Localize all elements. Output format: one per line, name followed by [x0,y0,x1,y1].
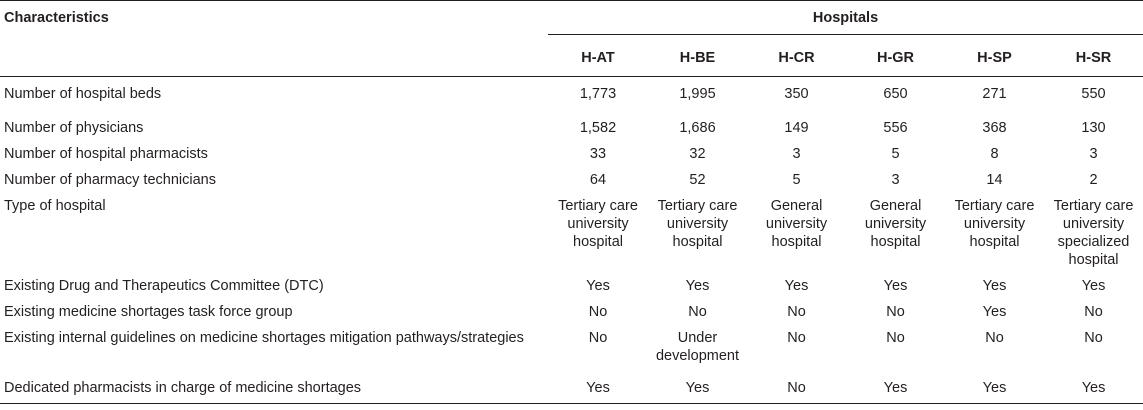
table-cell: 3 [1089,146,1098,162]
table-cell: 33 [589,146,607,162]
table-cell: 271 [982,86,1007,102]
hospital-code-h-at: H-AT [548,35,648,77]
row-label: Existing internal guidelines on medicine shortages mitigation pathways/strategies [4,330,524,346]
table-cell: 130 [1081,120,1106,136]
table-cell: 368 [982,120,1007,136]
table-row-type-of-hospital [0,193,1143,273]
row-label: Dedicated pharmacists in charge of medicine shortages [0,377,548,403]
header-row-top [0,1,1143,35]
table-row-pharmacists [0,141,1143,167]
row-label: Existing medicine shortages task force group [4,304,293,320]
table-cell: Tertiary care university hospital [558,198,638,250]
table-cell: 5 [792,172,801,188]
table-cell: No [886,330,905,346]
table-cell: Yes [586,278,610,294]
table-cell: Yes [982,304,1007,320]
table-cell: 3 [891,172,900,188]
table-cell: 14 [986,172,1003,188]
table-row-pharmacy-technicians [0,167,1143,193]
header-row-codes [0,35,1143,77]
table-cell: Yes [1044,377,1143,403]
table-cell: Yes [982,278,1007,294]
table-cell: 5 [891,146,900,162]
table-cell: 1,582 [579,120,617,136]
table-cell: Tertiary care university hospital [657,198,738,250]
row-label: Type of hospital [4,198,106,214]
table-cell: Yes [784,278,809,294]
hospital-code-h-be: H-BE [648,35,747,77]
table-cell: No [787,304,806,320]
row-label: Number of hospital pharmacists [4,146,208,162]
table-row-hospital-beds [0,77,1143,116]
table-cell: 64 [589,172,607,188]
hospital-code-h-cr: H-CR [747,35,846,77]
table-row-dedicated-pharmacists [0,377,1143,403]
table-cell: 52 [689,172,706,188]
table-cell: No [688,304,707,320]
hospital-code-h-sp: H-SP [945,35,1044,77]
table-cell: 8 [990,146,999,162]
table-cell: Yes [548,377,648,403]
table-row-internal-guidelines [0,325,1143,377]
table-cell: Under development [655,330,740,364]
characteristics-header: Characteristics [0,1,548,35]
table-cell: General university hospital [765,198,828,250]
hospital-code-h-sr: H-SR [1044,35,1143,77]
table-cell: No [787,330,806,346]
table-cell: No [1084,330,1103,346]
row-label: Number of physicians [4,120,144,136]
table-cell: 556 [883,120,908,136]
hospitals-header: Hospitals [548,1,1143,35]
table-cell: General university hospital [864,198,927,250]
table-cell: No [1084,304,1103,320]
table-cell: 1,686 [679,120,716,136]
table-cell: 149 [784,120,809,136]
row-label: Number of hospital beds [4,86,162,102]
table-cell: 550 [1081,86,1106,102]
table-cell: 32 [689,146,706,162]
table-cell: Tertiary care university specialized hospital [1053,198,1134,268]
table-cell: Yes [945,377,1044,403]
row-label: Existing Drug and Therapeutics Committee (DTC) [4,278,324,294]
table-cell: 1,773 [579,86,617,102]
row-label: Number of pharmacy technicians [4,172,216,188]
table-cell: No [588,330,608,346]
table-cell: 3 [792,146,801,162]
table-cell: Yes [685,278,710,294]
blank-header-cell [0,35,548,77]
table-cell: Yes [1081,278,1106,294]
table-cell: Yes [846,377,945,403]
table-cell: No [747,377,846,403]
table-cell: 1,995 [679,86,716,102]
table-cell: Tertiary care university hospital [954,198,1035,250]
table-row-task-force [0,299,1143,325]
table-cell: 650 [883,86,908,102]
table-cell: No [886,304,905,320]
table-row-physicians [0,115,1143,141]
table-cell: 2 [1089,172,1098,188]
hospital-code-h-gr: H-GR [846,35,945,77]
table-cell: 350 [784,86,809,102]
table-row-dtc [0,273,1143,299]
table-cell: Yes [883,278,908,294]
table-cell: No [985,330,1004,346]
table-cell: Yes [648,377,747,403]
table-cell: No [588,304,608,320]
